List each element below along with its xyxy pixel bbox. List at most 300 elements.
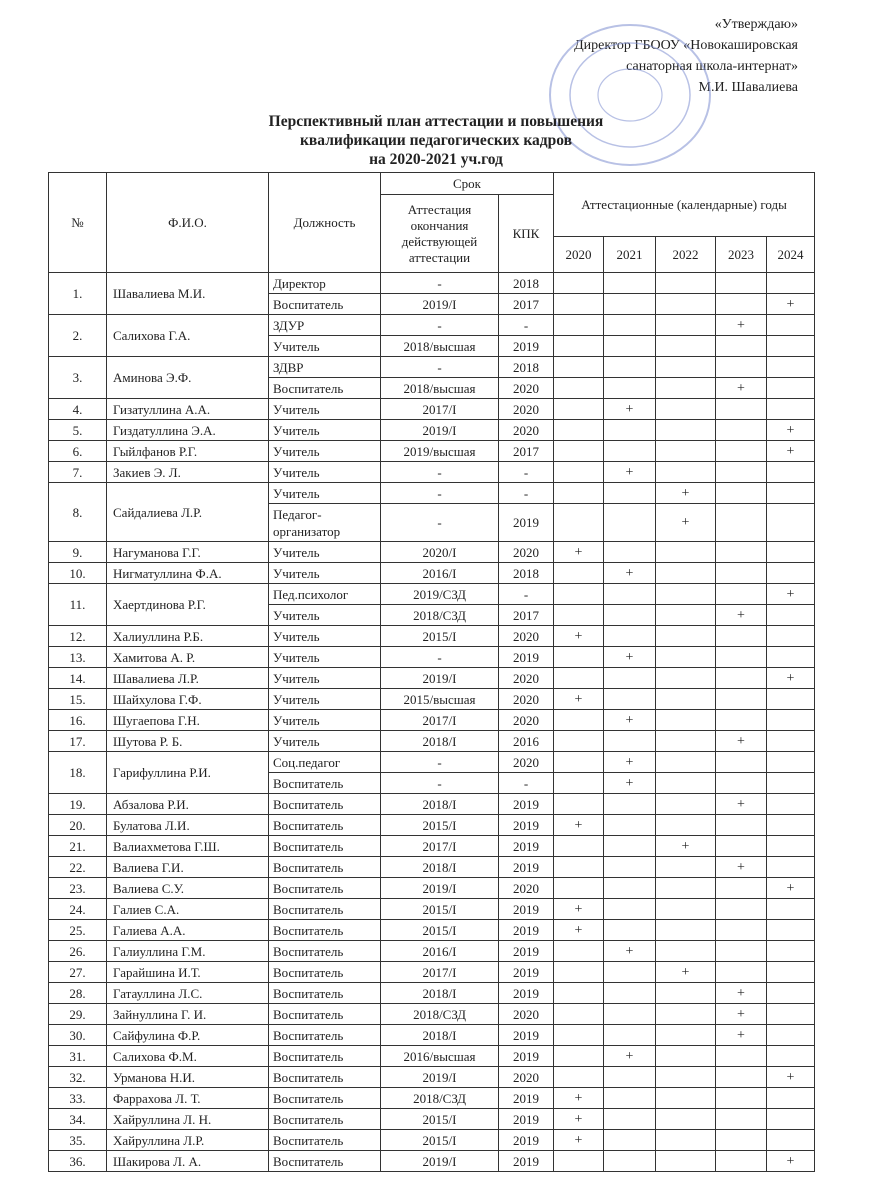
row-year-2020 bbox=[554, 857, 604, 878]
row-year-2020: + bbox=[554, 899, 604, 920]
row-fio: Фаррахова Л. Т. bbox=[107, 1088, 269, 1109]
row-year-2021 bbox=[604, 836, 656, 857]
row-year-2021: + bbox=[604, 647, 656, 668]
row-kpk: - bbox=[499, 315, 554, 336]
row-year-2021 bbox=[604, 1067, 656, 1088]
row-kpk: 2020 bbox=[499, 626, 554, 647]
row-year-2021 bbox=[604, 315, 656, 336]
row-year-2021 bbox=[604, 626, 656, 647]
row-position: Учитель bbox=[269, 626, 381, 647]
row-year-2024 bbox=[767, 815, 815, 836]
row-position: Учитель bbox=[269, 462, 381, 483]
row-year-2022 bbox=[656, 605, 716, 626]
row-year-2021 bbox=[604, 731, 656, 752]
row-year-2024 bbox=[767, 1046, 815, 1067]
row-fio: Галиуллина Г.М. bbox=[107, 941, 269, 962]
row-kpk: 2020 bbox=[499, 1067, 554, 1088]
row-year-2020 bbox=[554, 1004, 604, 1025]
row-year-2023 bbox=[716, 752, 767, 773]
table-row bbox=[49, 1046, 815, 1067]
row-kpk: 2020 bbox=[499, 1004, 554, 1025]
row-year-2021: + bbox=[604, 941, 656, 962]
row-year-2020 bbox=[554, 336, 604, 357]
row-attestation: 2019/I bbox=[381, 1067, 499, 1088]
row-year-2021 bbox=[604, 357, 656, 378]
row-attestation: 2015/I bbox=[381, 1109, 499, 1130]
table-row bbox=[49, 1025, 815, 1046]
row-kpk: - bbox=[499, 462, 554, 483]
row-attestation: - bbox=[381, 315, 499, 336]
row-year-2023 bbox=[716, 878, 767, 899]
table-row bbox=[49, 689, 815, 710]
row-year-2023 bbox=[716, 899, 767, 920]
row-kpk: 2020 bbox=[499, 710, 554, 731]
row-year-2024 bbox=[767, 504, 815, 542]
row-year-2022 bbox=[656, 710, 716, 731]
row-position: Учитель bbox=[269, 420, 381, 441]
row-attestation: - bbox=[381, 773, 499, 794]
row-number: 5. bbox=[49, 420, 107, 441]
table-row bbox=[49, 899, 815, 920]
row-year-2021: + bbox=[604, 563, 656, 584]
row-position: Воспитатель bbox=[269, 294, 381, 315]
table-row bbox=[49, 1151, 815, 1172]
row-kpk: 2019 bbox=[499, 941, 554, 962]
row-year-2024: + bbox=[767, 420, 815, 441]
row-position: ЗДУР bbox=[269, 315, 381, 336]
row-year-2022 bbox=[656, 420, 716, 441]
row-year-2022: + bbox=[656, 836, 716, 857]
row-year-2022 bbox=[656, 1109, 716, 1130]
row-year-2022 bbox=[656, 315, 716, 336]
table-row bbox=[49, 857, 815, 878]
row-year-2023 bbox=[716, 1109, 767, 1130]
row-year-2022 bbox=[656, 668, 716, 689]
row-attestation: - bbox=[381, 483, 499, 504]
row-year-2020 bbox=[554, 441, 604, 462]
row-year-2024 bbox=[767, 1004, 815, 1025]
row-year-2024: + bbox=[767, 584, 815, 605]
row-attestation: 2015/I bbox=[381, 815, 499, 836]
row-fio: Гиздатуллина Э.А. bbox=[107, 420, 269, 441]
row-year-2022 bbox=[656, 441, 716, 462]
row-year-2022 bbox=[656, 983, 716, 1004]
row-attestation: - bbox=[381, 273, 499, 294]
row-position: Учитель bbox=[269, 731, 381, 752]
row-kpk: 2020 bbox=[499, 378, 554, 399]
row-position: Воспитатель bbox=[269, 1130, 381, 1151]
row-kpk: 2016 bbox=[499, 731, 554, 752]
row-position: Воспитатель bbox=[269, 1109, 381, 1130]
row-year-2021 bbox=[604, 794, 656, 815]
row-position: Воспитатель bbox=[269, 794, 381, 815]
header-year-2023: 2023 bbox=[716, 237, 767, 273]
row-number: 14. bbox=[49, 668, 107, 689]
row-year-2024 bbox=[767, 273, 815, 294]
row-year-2020 bbox=[554, 357, 604, 378]
table-row bbox=[49, 668, 815, 689]
row-position: Учитель bbox=[269, 563, 381, 584]
row-year-2022 bbox=[656, 336, 716, 357]
row-fio: Урманова Н.И. bbox=[107, 1067, 269, 1088]
row-year-2023 bbox=[716, 483, 767, 504]
row-year-2022 bbox=[656, 941, 716, 962]
row-fio: Гыйлфанов Р.Г. bbox=[107, 441, 269, 462]
table-row bbox=[49, 1088, 815, 1109]
row-year-2022 bbox=[656, 899, 716, 920]
row-attestation: 2015/I bbox=[381, 626, 499, 647]
row-fio: Шавалиева Л.Р. bbox=[107, 668, 269, 689]
row-year-2024 bbox=[767, 1088, 815, 1109]
table-row bbox=[49, 920, 815, 941]
row-position: Воспитатель bbox=[269, 773, 381, 794]
row-attestation: 2018/высшая bbox=[381, 378, 499, 399]
row-attestation: 2018/I bbox=[381, 1025, 499, 1046]
row-year-2021 bbox=[604, 273, 656, 294]
row-attestation: - bbox=[381, 647, 499, 668]
row-attestation: 2018/I bbox=[381, 857, 499, 878]
row-year-2024 bbox=[767, 399, 815, 420]
row-fio: Хаертдинова Р.Г. bbox=[107, 584, 269, 626]
row-kpk: 2020 bbox=[499, 420, 554, 441]
table-row bbox=[49, 462, 815, 483]
row-year-2022 bbox=[656, 773, 716, 794]
header-year-2020: 2020 bbox=[554, 237, 604, 273]
table-header bbox=[49, 173, 815, 273]
row-year-2024 bbox=[767, 542, 815, 563]
row-year-2023: + bbox=[716, 378, 767, 399]
row-year-2024 bbox=[767, 1025, 815, 1046]
header-num: № bbox=[49, 173, 107, 273]
row-year-2021 bbox=[604, 378, 656, 399]
row-year-2024 bbox=[767, 899, 815, 920]
row-year-2021 bbox=[604, 542, 656, 563]
row-year-2024 bbox=[767, 752, 815, 773]
row-year-2020 bbox=[554, 962, 604, 983]
row-year-2021: + bbox=[604, 710, 656, 731]
row-attestation: - bbox=[381, 462, 499, 483]
row-year-2024 bbox=[767, 1130, 815, 1151]
table-row bbox=[49, 836, 815, 857]
row-year-2020 bbox=[554, 668, 604, 689]
row-year-2024 bbox=[767, 689, 815, 710]
row-kpk: 2019 bbox=[499, 1088, 554, 1109]
row-position: Педагог-организатор bbox=[269, 504, 381, 542]
row-year-2023 bbox=[716, 1151, 767, 1172]
table-row bbox=[49, 962, 815, 983]
row-kpk: 2017 bbox=[499, 441, 554, 462]
table-row bbox=[49, 710, 815, 731]
row-fio: Хамитова А. Р. bbox=[107, 647, 269, 668]
row-number: 15. bbox=[49, 689, 107, 710]
row-kpk: 2019 bbox=[499, 815, 554, 836]
row-fio: Закиев Э. Л. bbox=[107, 462, 269, 483]
row-year-2023 bbox=[716, 815, 767, 836]
row-year-2023 bbox=[716, 962, 767, 983]
row-fio: Аминова Э.Ф. bbox=[107, 357, 269, 399]
row-year-2023 bbox=[716, 399, 767, 420]
header-fio: Ф.И.О. bbox=[107, 173, 269, 273]
row-fio: Шугаепова Г.Н. bbox=[107, 710, 269, 731]
row-attestation: 2017/I bbox=[381, 962, 499, 983]
row-fio: Хайруллина Л.Р. bbox=[107, 1130, 269, 1151]
row-position: Воспитатель bbox=[269, 857, 381, 878]
row-kpk: 2019 bbox=[499, 336, 554, 357]
row-number: 30. bbox=[49, 1025, 107, 1046]
row-number: 4. bbox=[49, 399, 107, 420]
row-year-2022 bbox=[656, 563, 716, 584]
row-number: 8. bbox=[49, 483, 107, 542]
row-fio: Галиева А.А. bbox=[107, 920, 269, 941]
row-year-2023 bbox=[716, 294, 767, 315]
row-year-2020 bbox=[554, 647, 604, 668]
row-year-2023: + bbox=[716, 605, 767, 626]
row-kpk: 2020 bbox=[499, 689, 554, 710]
row-fio: Валиахметова Г.Ш. bbox=[107, 836, 269, 857]
row-number: 28. bbox=[49, 983, 107, 1004]
row-attestation: 2017/I bbox=[381, 399, 499, 420]
header-year-2022: 2022 bbox=[656, 237, 716, 273]
row-year-2022 bbox=[656, 815, 716, 836]
row-year-2021 bbox=[604, 1025, 656, 1046]
row-attestation: 2019/высшая bbox=[381, 441, 499, 462]
table-row bbox=[49, 315, 815, 336]
row-attestation: 2015/I bbox=[381, 920, 499, 941]
table-row bbox=[49, 399, 815, 420]
table-row bbox=[49, 878, 815, 899]
row-number: 7. bbox=[49, 462, 107, 483]
header-year-2021: 2021 bbox=[604, 237, 656, 273]
row-year-2020 bbox=[554, 1151, 604, 1172]
row-year-2022 bbox=[656, 273, 716, 294]
row-year-2023 bbox=[716, 504, 767, 542]
row-position: Учитель bbox=[269, 441, 381, 462]
row-year-2023: + bbox=[716, 731, 767, 752]
row-fio: Сайфулина Ф.Р. bbox=[107, 1025, 269, 1046]
row-year-2024 bbox=[767, 983, 815, 1004]
table-row bbox=[49, 626, 815, 647]
row-year-2022 bbox=[656, 689, 716, 710]
row-number: 20. bbox=[49, 815, 107, 836]
row-year-2020 bbox=[554, 462, 604, 483]
row-number: 9. bbox=[49, 542, 107, 563]
row-kpk: 2017 bbox=[499, 294, 554, 315]
title-line-2: квалификации педагогических кадров bbox=[300, 132, 572, 149]
row-year-2020 bbox=[554, 504, 604, 542]
row-kpk: 2019 bbox=[499, 504, 554, 542]
row-kpk: 2019 bbox=[499, 647, 554, 668]
row-year-2020: + bbox=[554, 626, 604, 647]
row-position: Учитель bbox=[269, 483, 381, 504]
row-number: 24. bbox=[49, 899, 107, 920]
table-row bbox=[49, 731, 815, 752]
row-year-2023 bbox=[716, 357, 767, 378]
row-kpk: 2019 bbox=[499, 1025, 554, 1046]
title-line-3: на 2020-2021 уч.год bbox=[369, 151, 503, 168]
row-year-2021 bbox=[604, 483, 656, 504]
row-year-2023: + bbox=[716, 1025, 767, 1046]
row-kpk: 2019 bbox=[499, 983, 554, 1004]
row-fio: Шутова Р. Б. bbox=[107, 731, 269, 752]
row-year-2022 bbox=[656, 357, 716, 378]
row-year-2024 bbox=[767, 336, 815, 357]
row-attestation: 2018/I bbox=[381, 794, 499, 815]
row-number: 32. bbox=[49, 1067, 107, 1088]
header-attestation-end: Аттестация окончания действующей аттестации bbox=[381, 195, 499, 273]
row-year-2023 bbox=[716, 941, 767, 962]
row-year-2022 bbox=[656, 878, 716, 899]
row-year-2020 bbox=[554, 294, 604, 315]
row-fio: Валиева С.У. bbox=[107, 878, 269, 899]
row-attestation: - bbox=[381, 357, 499, 378]
row-year-2020 bbox=[554, 315, 604, 336]
row-number: 26. bbox=[49, 941, 107, 962]
row-year-2024 bbox=[767, 563, 815, 584]
table-row bbox=[49, 1067, 815, 1088]
row-kpk: 2019 bbox=[499, 1130, 554, 1151]
table-row bbox=[49, 1130, 815, 1151]
row-year-2021 bbox=[604, 689, 656, 710]
row-fio: Гарифуллина Р.И. bbox=[107, 752, 269, 794]
row-year-2020 bbox=[554, 836, 604, 857]
row-year-2023 bbox=[716, 836, 767, 857]
table-row bbox=[49, 273, 815, 294]
row-year-2022 bbox=[656, 857, 716, 878]
row-fio: Шавалиева М.И. bbox=[107, 273, 269, 315]
row-year-2024 bbox=[767, 710, 815, 731]
row-year-2020: + bbox=[554, 920, 604, 941]
row-year-2023 bbox=[716, 626, 767, 647]
row-position: Воспитатель bbox=[269, 899, 381, 920]
row-position: Соц.педагог bbox=[269, 752, 381, 773]
row-number: 27. bbox=[49, 962, 107, 983]
table-body bbox=[49, 273, 815, 1172]
row-year-2023 bbox=[716, 563, 767, 584]
row-fio: Гарайшина И.Т. bbox=[107, 962, 269, 983]
header-attestation-years: Аттестационные (календарные) годы bbox=[554, 173, 815, 237]
row-year-2021 bbox=[604, 294, 656, 315]
row-year-2024 bbox=[767, 857, 815, 878]
row-position: Учитель bbox=[269, 647, 381, 668]
row-fio: Салихова Ф.М. bbox=[107, 1046, 269, 1067]
row-year-2022 bbox=[656, 1067, 716, 1088]
row-year-2022: + bbox=[656, 962, 716, 983]
row-attestation: 2019/I bbox=[381, 1151, 499, 1172]
row-year-2021 bbox=[604, 962, 656, 983]
row-fio: Шайхулова Г.Ф. bbox=[107, 689, 269, 710]
row-number: 29. bbox=[49, 1004, 107, 1025]
row-year-2023 bbox=[716, 420, 767, 441]
row-kpk: - bbox=[499, 584, 554, 605]
row-year-2024: + bbox=[767, 294, 815, 315]
row-fio: Зайнуллина Г. И. bbox=[107, 1004, 269, 1025]
row-number: 34. bbox=[49, 1109, 107, 1130]
row-year-2024 bbox=[767, 773, 815, 794]
row-year-2021 bbox=[604, 668, 656, 689]
row-year-2021 bbox=[604, 1109, 656, 1130]
row-fio: Халиуллина Р.Б. bbox=[107, 626, 269, 647]
row-year-2023 bbox=[716, 584, 767, 605]
row-kpk: 2019 bbox=[499, 857, 554, 878]
row-position: Директор bbox=[269, 273, 381, 294]
row-position: Учитель bbox=[269, 336, 381, 357]
row-attestation: 2016/высшая bbox=[381, 1046, 499, 1067]
row-attestation: 2018/СЗД bbox=[381, 1088, 499, 1109]
table-row bbox=[49, 584, 815, 605]
row-year-2020 bbox=[554, 1067, 604, 1088]
row-year-2023 bbox=[716, 920, 767, 941]
row-year-2022 bbox=[656, 731, 716, 752]
row-number: 6. bbox=[49, 441, 107, 462]
row-position: Воспитатель bbox=[269, 1025, 381, 1046]
row-year-2020: + bbox=[554, 689, 604, 710]
table-row bbox=[49, 983, 815, 1004]
row-year-2024 bbox=[767, 483, 815, 504]
row-year-2024: + bbox=[767, 878, 815, 899]
row-attestation: 2019/I bbox=[381, 420, 499, 441]
row-year-2023: + bbox=[716, 1004, 767, 1025]
row-position: Учитель bbox=[269, 399, 381, 420]
header-kpk: КПК bbox=[499, 195, 554, 273]
table-row bbox=[49, 542, 815, 563]
row-year-2020 bbox=[554, 752, 604, 773]
row-kpk: 2019 bbox=[499, 920, 554, 941]
row-number: 11. bbox=[49, 584, 107, 626]
row-year-2021 bbox=[604, 878, 656, 899]
row-year-2022 bbox=[656, 1130, 716, 1151]
row-kpk: 2019 bbox=[499, 962, 554, 983]
row-year-2022 bbox=[656, 1151, 716, 1172]
row-year-2021 bbox=[604, 920, 656, 941]
row-attestation: - bbox=[381, 504, 499, 542]
row-year-2022 bbox=[656, 542, 716, 563]
row-year-2021: + bbox=[604, 752, 656, 773]
row-year-2023: + bbox=[716, 983, 767, 1004]
row-position: ЗДВР bbox=[269, 357, 381, 378]
row-number: 1. bbox=[49, 273, 107, 315]
row-attestation: 2017/I bbox=[381, 710, 499, 731]
row-position: Воспитатель bbox=[269, 1088, 381, 1109]
row-year-2024 bbox=[767, 626, 815, 647]
row-year-2024 bbox=[767, 647, 815, 668]
row-attestation: 2018/высшая bbox=[381, 336, 499, 357]
row-number: 2. bbox=[49, 315, 107, 357]
row-year-2020 bbox=[554, 420, 604, 441]
row-attestation: 2018/I bbox=[381, 731, 499, 752]
row-year-2022 bbox=[656, 1025, 716, 1046]
row-year-2021 bbox=[604, 857, 656, 878]
row-year-2024 bbox=[767, 836, 815, 857]
row-fio: Гизатуллина А.А. bbox=[107, 399, 269, 420]
row-year-2022 bbox=[656, 1004, 716, 1025]
row-year-2021 bbox=[604, 605, 656, 626]
row-attestation: 2018/СЗД bbox=[381, 605, 499, 626]
row-position: Учитель bbox=[269, 605, 381, 626]
row-kpk: 2019 bbox=[499, 1046, 554, 1067]
row-kpk: 2018 bbox=[499, 563, 554, 584]
row-year-2022 bbox=[656, 920, 716, 941]
table-row bbox=[49, 441, 815, 462]
row-year-2020: + bbox=[554, 1130, 604, 1151]
row-fio: Нигматуллина Ф.А. bbox=[107, 563, 269, 584]
row-year-2022: + bbox=[656, 504, 716, 542]
approval-line-3: санаторная школа-интернат» bbox=[626, 59, 798, 74]
row-kpk: - bbox=[499, 773, 554, 794]
table-row bbox=[49, 563, 815, 584]
row-number: 36. bbox=[49, 1151, 107, 1172]
row-attestation: 2019/I bbox=[381, 668, 499, 689]
row-year-2020 bbox=[554, 1046, 604, 1067]
